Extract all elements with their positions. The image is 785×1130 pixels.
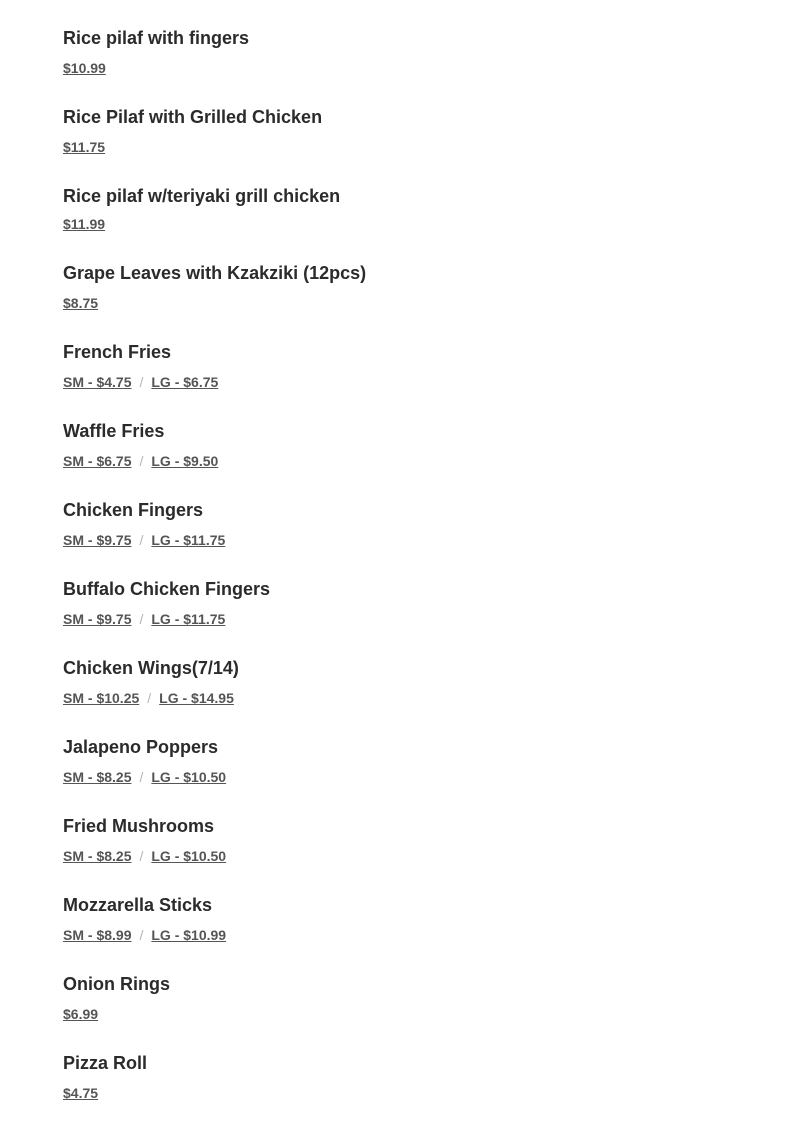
menu-item-name: Chicken Wings(7/14) — [63, 658, 239, 678]
price-separator: / — [147, 690, 152, 706]
menu-item-name: Pizza Roll — [63, 1053, 148, 1073]
price-separator: / — [139, 532, 144, 548]
menu-item-name: Grape Leaves with Kzakziki (12pcs) — [63, 263, 367, 283]
price-link-large[interactable]: LG - $6.75 — [151, 374, 219, 390]
menu-item-prices — [63, 452, 785, 470]
menu-item-name: Waffle Fries — [63, 421, 165, 441]
menu-item-prices — [63, 847, 785, 865]
price-separator: / — [139, 848, 144, 864]
menu-item — [63, 1051, 785, 1130]
menu-item-prices — [63, 926, 785, 944]
menu-item — [63, 893, 785, 972]
price-link-large[interactable]: LG - $10.50 — [151, 769, 227, 785]
menu-item-prices — [63, 215, 785, 233]
price-separator: / — [139, 611, 144, 627]
menu-item-prices — [63, 531, 785, 549]
menu-item-name: French Fries — [63, 342, 172, 362]
menu-item-prices — [63, 610, 785, 628]
price-link[interactable]: $4.75 — [63, 1085, 99, 1101]
price-separator: / — [139, 769, 144, 785]
menu-item-prices — [63, 138, 785, 156]
menu-item-name: Chicken Fingers — [63, 500, 204, 520]
menu-item-name: Rice pilaf with fingers — [63, 28, 250, 48]
price-link-small[interactable]: SM - $10.25 — [63, 690, 140, 706]
menu-item-prices — [63, 1005, 785, 1023]
price-link-large[interactable]: LG - $11.75 — [151, 611, 226, 627]
price-link[interactable]: $11.75 — [63, 139, 106, 155]
menu-item — [63, 184, 785, 261]
price-link-large[interactable]: LG - $9.50 — [151, 453, 219, 469]
price-link-small[interactable]: SM - $8.25 — [63, 848, 132, 864]
menu-item — [63, 105, 785, 184]
menu-item — [63, 419, 785, 498]
menu-item-prices — [63, 373, 785, 391]
price-separator: / — [139, 453, 144, 469]
menu-item-prices — [63, 768, 785, 786]
price-link-small[interactable]: SM - $9.75 — [63, 611, 132, 627]
price-link[interactable]: $6.99 — [63, 1006, 99, 1022]
price-link-small[interactable]: SM - $8.25 — [63, 769, 132, 785]
menu-item-name: Rice pilaf w/teriyaki grill chicken — [63, 186, 341, 206]
menu-item-prices — [63, 59, 785, 77]
menu-item — [63, 814, 785, 893]
menu-item — [63, 261, 785, 340]
menu-item-name: Onion Rings — [63, 974, 170, 994]
menu-item — [63, 26, 785, 105]
price-link-small[interactable]: SM - $4.75 — [63, 374, 132, 390]
price-link-small[interactable]: SM - $8.99 — [63, 927, 132, 943]
price-link-large[interactable]: LG - $11.75 — [151, 532, 226, 548]
menu-item — [63, 577, 785, 656]
price-link-large[interactable]: LG - $10.99 — [151, 927, 227, 943]
menu-item — [63, 735, 785, 814]
menu-item — [63, 656, 785, 735]
menu-item — [63, 498, 785, 577]
price-separator: / — [139, 374, 144, 390]
menu-item-name: Fried Mushrooms — [63, 816, 215, 836]
menu-item-name: Mozzarella Sticks — [63, 895, 213, 915]
price-link[interactable]: $11.99 — [63, 216, 106, 232]
price-link-small[interactable]: SM - $9.75 — [63, 532, 132, 548]
price-link-large[interactable]: LG - $14.95 — [159, 690, 234, 706]
menu-item-prices — [63, 689, 785, 707]
price-link-large[interactable]: LG - $10.50 — [151, 848, 227, 864]
menu-item-prices — [63, 1084, 785, 1102]
menu-item — [63, 972, 785, 1051]
price-separator: / — [139, 927, 144, 943]
price-link[interactable]: $8.75 — [63, 295, 99, 311]
menu-item-name: Buffalo Chicken Fingers — [63, 579, 271, 599]
price-link[interactable]: $10.99 — [63, 60, 106, 76]
menu-item-name: Jalapeno Poppers — [63, 737, 219, 757]
menu-item-name: Rice Pilaf with Grilled Chicken — [63, 107, 323, 127]
menu-item — [63, 340, 785, 419]
menu-item-prices — [63, 294, 785, 312]
price-link-small[interactable]: SM - $6.75 — [63, 453, 132, 469]
